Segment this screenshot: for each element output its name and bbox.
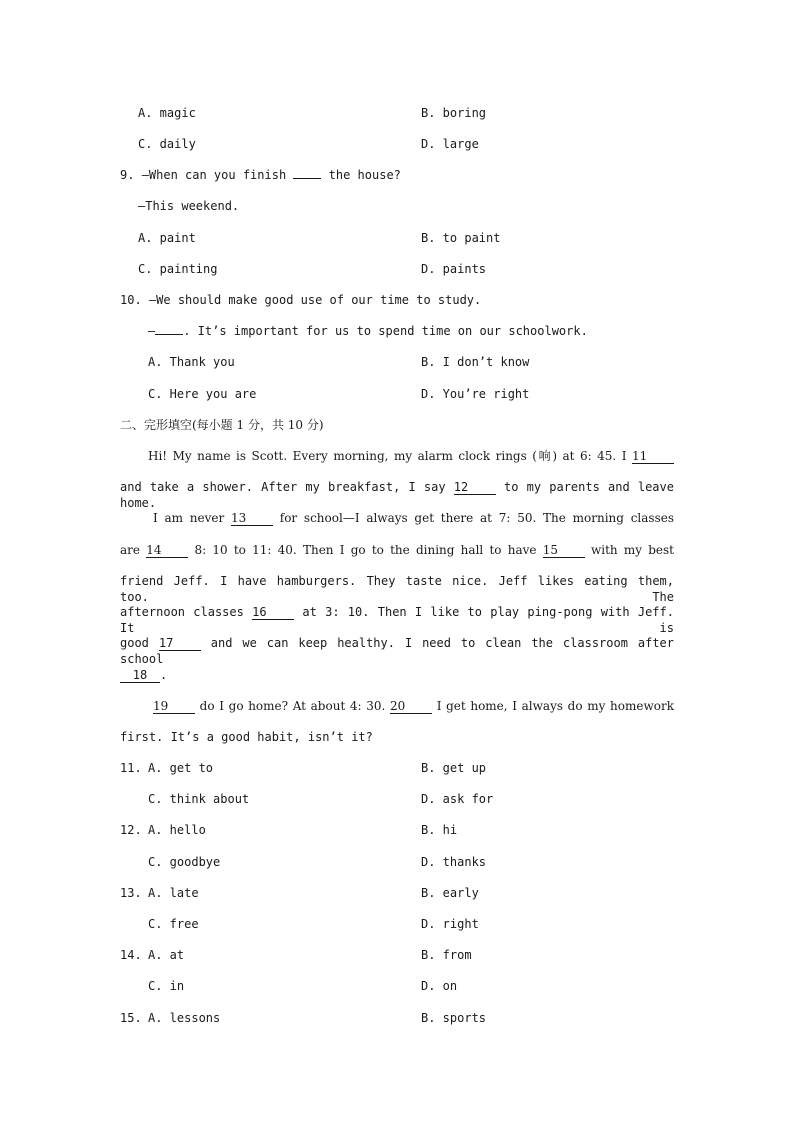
passage-line-4 xyxy=(120,542,674,558)
q10-option-c: C. Here you are xyxy=(148,387,257,401)
q8-option-a: A. magic xyxy=(138,106,196,120)
q11-option-a: A. get to xyxy=(148,761,214,775)
q9-prompt-pre: —When can you finish xyxy=(141,168,287,182)
q13-option-c: C. free xyxy=(148,917,199,931)
q15-option-b: B. sports xyxy=(421,1011,487,1025)
q10-option-a: A. Thank you xyxy=(148,355,235,369)
q10-prompt xyxy=(120,292,481,308)
q14-number: 14. xyxy=(120,948,142,962)
q15-option-a: A. lessons xyxy=(148,1011,221,1025)
q14-option-b: B. from xyxy=(421,948,472,962)
passage-text: afternoon classes xyxy=(120,605,244,619)
q11-option-d: D. ask for xyxy=(421,792,494,806)
q10-number: 10. xyxy=(120,293,142,307)
q14-option-d: D. on xyxy=(421,979,458,993)
q10-reply xyxy=(148,323,588,339)
q12-option-d: D. thanks xyxy=(421,855,487,869)
q8-option-d: D. large xyxy=(421,137,479,151)
passage-line-8 xyxy=(120,667,167,683)
q9-reply: —This weekend. xyxy=(138,199,240,213)
q10-option-d: D. You’re right xyxy=(421,387,530,401)
q8-option-b: B. boring xyxy=(421,106,487,120)
q13-option-b: B. early xyxy=(421,886,479,900)
passage-line-2 xyxy=(120,479,674,511)
blank-13: 13 xyxy=(231,512,273,526)
passage-text: 8: 10 to 11: 40. Then I go to the dining hall to have xyxy=(194,543,537,557)
q12-number: 12. xyxy=(120,823,142,837)
q13-number: 13. xyxy=(120,886,142,900)
passage-line-6 xyxy=(120,604,674,636)
q9-prompt-post: the house? xyxy=(328,168,401,182)
blank-16: 16 xyxy=(252,606,294,620)
q11-option-b: B. get up xyxy=(421,761,487,775)
passage-text: do I go home? At about 4: 30. xyxy=(199,699,386,713)
q15-number: 15. xyxy=(120,1011,142,1025)
section-2-heading: 二、完形填空(每小题 1 分，共 10 分) xyxy=(120,418,324,432)
blank-12: 12 xyxy=(454,481,496,495)
q10-reply-pre: — xyxy=(148,324,156,338)
q10-reply-post: . It’s important for us to spend time on our schoolwork. xyxy=(183,324,588,338)
passage-text: at 3: 10. Then I like to play ping-pong with Jeff. It is xyxy=(120,605,674,635)
q12-option-b: B. hi xyxy=(421,823,458,837)
blank-11: 11 xyxy=(632,450,674,464)
q13-option-d: D. right xyxy=(421,917,479,931)
passage-line-1 xyxy=(148,448,674,464)
q11-option-c: C. think about xyxy=(148,792,250,806)
blank-20: 20 xyxy=(390,700,432,714)
q8-option-c: C. daily xyxy=(138,137,196,151)
q10-prompt-text: —We should make good use of our time to study. xyxy=(148,293,482,307)
passage-text: . xyxy=(160,668,168,682)
blank-18: 18 xyxy=(120,669,160,683)
q13-option-a: A. late xyxy=(148,886,199,900)
q12-option-c: C. goodbye xyxy=(148,855,221,869)
blank-17: 17 xyxy=(159,637,201,651)
q9-option-a: A. paint xyxy=(138,231,196,245)
passage-text: good xyxy=(120,636,149,650)
q10-blank xyxy=(155,334,183,335)
q9-option-d: D. paints xyxy=(421,262,487,276)
blank-15: 15 xyxy=(543,544,585,558)
passage-line-9 xyxy=(153,698,674,714)
q9-blank xyxy=(293,178,321,179)
q11-number: 11. xyxy=(120,761,142,775)
passage-text: with my best xyxy=(590,543,674,557)
q9-prompt xyxy=(120,167,401,183)
passage-text: I get home, I always do my homework xyxy=(436,699,674,713)
passage-line-5: friend Jeff. I have hamburgers. They taste nice. Jeff likes eating them, too. The xyxy=(120,574,674,604)
blank-19: 19 xyxy=(153,700,195,714)
passage-text: for school—I always get there at 7: 50. The morning classes xyxy=(279,511,674,525)
passage-line-10: first. It’s a good habit, isn’t it? xyxy=(120,730,373,744)
q9-number: 9. xyxy=(120,168,135,182)
blank-14: 14 xyxy=(146,544,188,558)
q9-option-c: C. painting xyxy=(138,262,218,276)
passage-text: are xyxy=(120,543,140,557)
q12-option-a: A. hello xyxy=(148,823,206,837)
passage-line-7 xyxy=(120,635,674,667)
passage-text: Hi! My name is Scott. Every morning, my alarm clock rings (响) at 6: 45. I xyxy=(148,449,627,463)
q14-option-a: A. at xyxy=(148,948,185,962)
passage-text: and we can keep healthy. I need to clean the classroom after school xyxy=(120,636,674,666)
passage-text: I am never xyxy=(153,511,225,525)
passage-line-3 xyxy=(153,510,674,526)
q9-option-b: B. to paint xyxy=(421,231,501,245)
q14-option-c: C. in xyxy=(148,979,185,993)
passage-text: and take a shower. After my breakfast, I say xyxy=(120,480,446,494)
passage-text: to my parents and leave home. xyxy=(120,480,674,510)
q10-option-b: B. I don’t know xyxy=(421,355,530,369)
